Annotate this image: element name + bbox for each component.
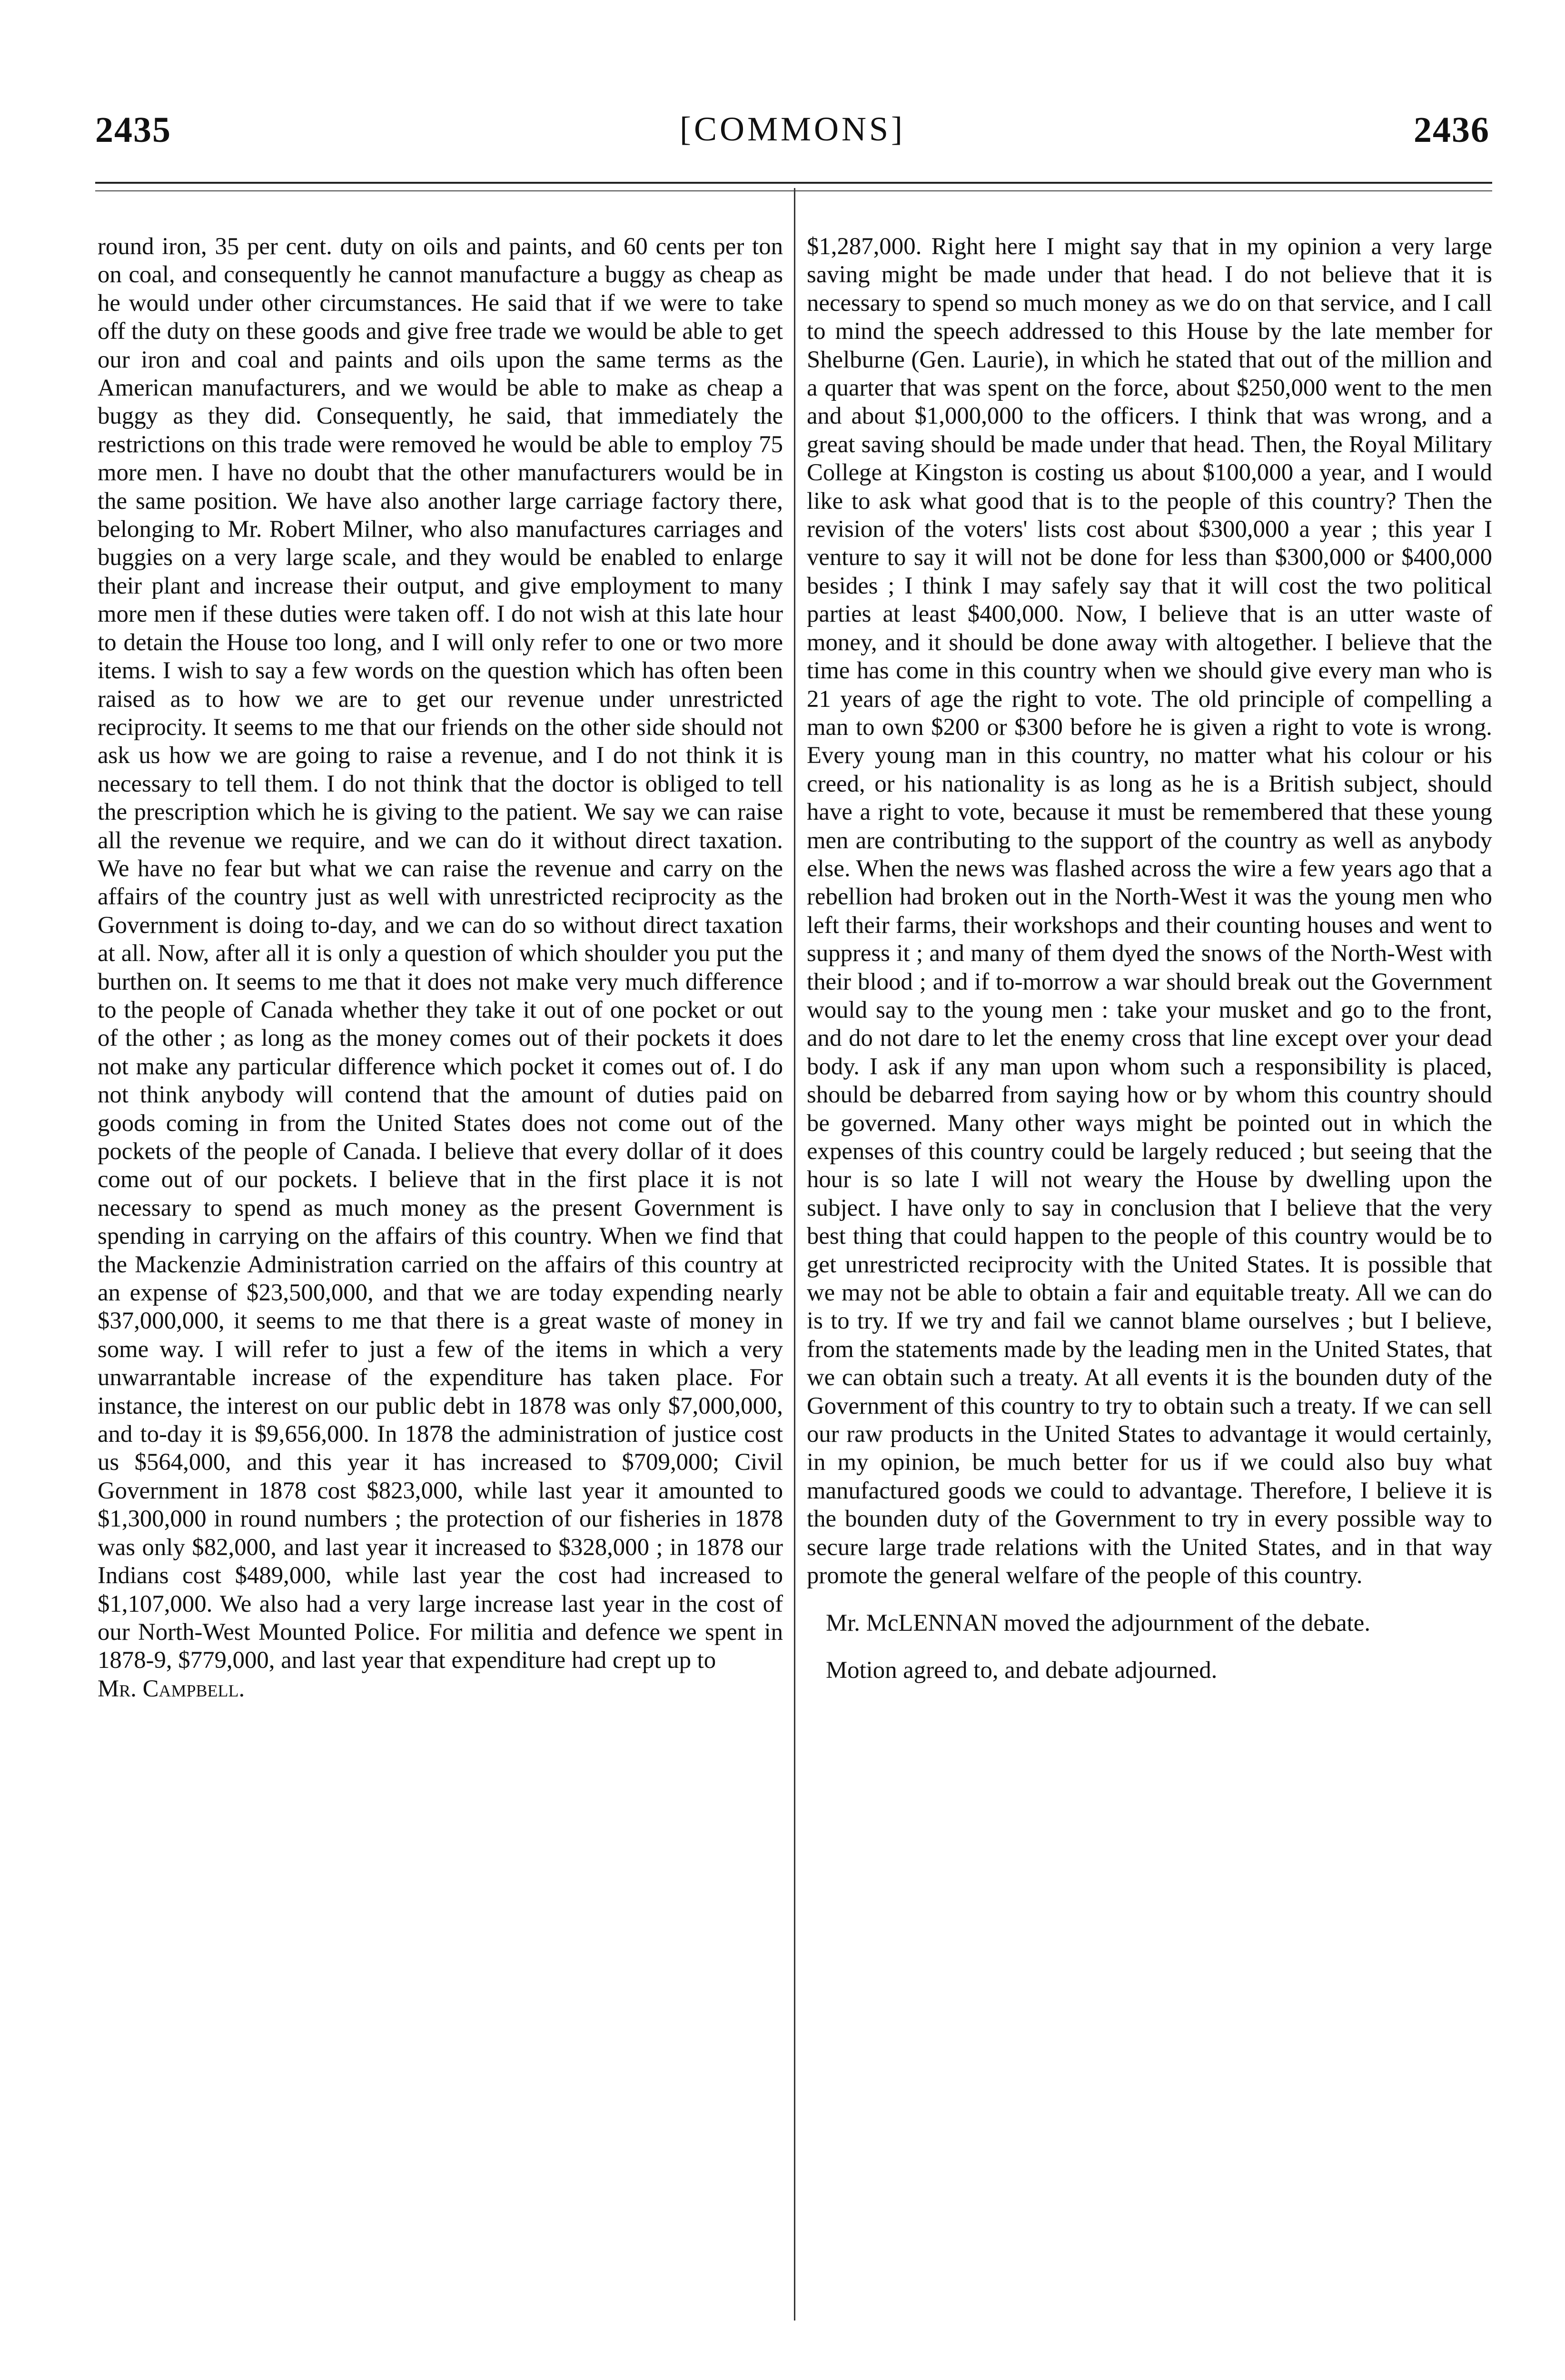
column-divider <box>794 188 795 2320</box>
speaker-attribution: Mr. Campbell. <box>98 1675 245 1702</box>
right-page-number: 2436 <box>1414 110 1490 150</box>
page-header <box>95 109 1490 162</box>
left-column-body: round iron, 35 per cent. duty on oils and paints, and 60 cents per ton on coal, and consequently he cannot manufacture a buggy as cheap as he would under other circumstances. He said that if we were to take off the duty on these goods and give free trade we would be able to get our iron and coal and paints and oils upon the same terms as the American manufacturers, and we would be able to make as cheap a buggy as they did. Consequently, he said, that immediately the restrictions on this trade were removed he would be able to employ 75 more men. I have no doubt that the other manufacturers would be in the same position. We have also another large carriage factory there, belonging to Mr. Robert Milner, who also manufactures carriages and buggies on a very large scale, and they would be enabled to enlarge their plant and increase their output, and give employment to many more men if these duties were taken off. I do not wish at this late hour to detain the House too long, and I will only refer to one or two more items. I wish to say a few words on the question which has often been raised as to how we are to get our revenue under unrestricted reciprocity. It seems to me that our friends on the other side should not ask us how we are going to raise a revenue, and I do not think it is necessary to tell them. I do not think that the doctor is obliged to tell the prescription which he is giving to the patient. We say we can raise all the revenue we require, and we can do it without direct taxation. We have no fear but what we can raise the revenue and carry on the affairs of the country just as well with unrestricted reciprocity as the Government is doing to-day, and we can do so without direct taxation at all. Now, after all it is only a question of which shoulder you put the burthen on. It seems to me that it does not make very much difference to the people of Canada whether they take it out of one pocket or out of the other ; as long as the money comes out of their pockets it does not make any particular difference which pocket it comes out of. I do not think anybody will contend that the amount of duties paid on goods coming in from the United States does not come out of the pockets of the people of Canada. I believe that every dollar of it does come out of our pockets. I believe that in the first place it is not necessary to spend as much money as the present Government is spending in carrying on the affairs of this country. When we find that the Mackenzie Administration carried on the affairs of this country at an expense of $23,500,000, and that we are today expending nearly $37,000,000, it seems to me that there is a great waste of money in some way. I will refer to just a few of the items in which a very unwarrantable increase of the expenditure has taken place. For instance, the interest on our public debt in 1878 was only $7,000,000, and to-day it is $9,656,000. In 1878 the administration of justice cost us $564,000, and this year it has increased to $709,000; Civil Government in 1878 cost $823,000, while last year it amounted to $1,300,000 in round numbers ; the protection of our fisheries in 1878 was only $82,000, and last year it increased to $328,000 ; in 1878 our Indians cost $489,000, while last year the cost had increased to $1,107,000. We also had a very large increase last year in the cost of our North-West Mounted Police. For militia and defence we spent in 1878-9, $779,000, and last year that expenditure had crept up to <box>98 233 783 1674</box>
header-rule <box>95 182 1492 184</box>
adjournment-motion: Mr. McLENNAN moved the adjournment of the debate. <box>826 1609 1371 1636</box>
right-column <box>807 232 1492 1684</box>
motion-result: Motion agreed to, and debate adjourned. <box>826 1656 1218 1683</box>
left-page-number: 2435 <box>95 110 171 150</box>
right-column-body: $1,287,000. Right here I might say that in my opinion a very large saving might be made under that head. I do not believe that it is necessary to spend so much money as we do on that service, and I call to mind the speech addressed to this House by the late member for Shelburne (Gen. Laurie), in which he stated that out of the million and a quarter that was spent on the force, about $250,000 went to the men and about $1,000,000 to the officers. I think that was wrong, and a great saving should be made under that head. Then, the Royal Military College at Kingston is costing us about $100,000 a year, and I would like to ask what good that is to the people of this country? Then the revision of the voters' lists cost about $300,000 a year ; this year I venture to say it will not be done for less than $300,000 or $400,000 besides ; I think I may safely say that it will cost the two political parties at least $400,000. Now, I believe that is an utter waste of money, and it should be done away with altogether. I believe that the time has come in this country when we should give every man who is 21 years of age the right to vote. The old principle of compelling a man to own $200 or $300 before he is given a right to vote is wrong. Every young man in this country, no matter what his colour or his creed, or his nationality is as long as he is a British subject, should have a right to vote, because it must be remembered that these young men are contributing to the support of the country as well as anybody else. When the news was flashed across the wire a few years ago that a rebellion had broken out in the North-West it was the young men who left their farms, their workshops and their counting houses and went to suppress it ; and many of them dyed the snows of the North-West with their blood ; and if to-morrow a war should break out the Government would say to the young men : take your musket and go to the front, and do not dare to let the enemy cross that line except over your dead body. I ask if any man upon whom such a responsibility is placed, should be debarred from saying how or by whom this country should be governed. Many other ways might be pointed out in which the expenses of this country could be largely reduced ; but seeing that the hour is so late I will not weary the House by dwelling upon the subject. I have only to say in conclusion that I believe that the very best thing that could happen to the people of this country would be to get unrestricted reciprocity with the United States. It is possible that we may not be able to obtain a fair and equitable treaty. All we can do is to try. If we try and fail we cannot blame ourselves ; but I believe, from the statements made by the leading men in the United States, that we can obtain such a treaty. At all events it is the bounden duty of the Government of this country to try to obtain such a treaty. If we can sell our raw products in the United States to advantage it would certainly, in my opinion, be much better for us if we could also buy what manufactured goods we could to advantage. Therefore, I believe it is the bounden duty of the Government to try in every possible way to secure large trade relations with the United States, and in that way promote the general welfare of the people of this country. <box>807 233 1492 1589</box>
left-column <box>98 232 783 1703</box>
running-head: [COMMONS] <box>679 110 906 148</box>
